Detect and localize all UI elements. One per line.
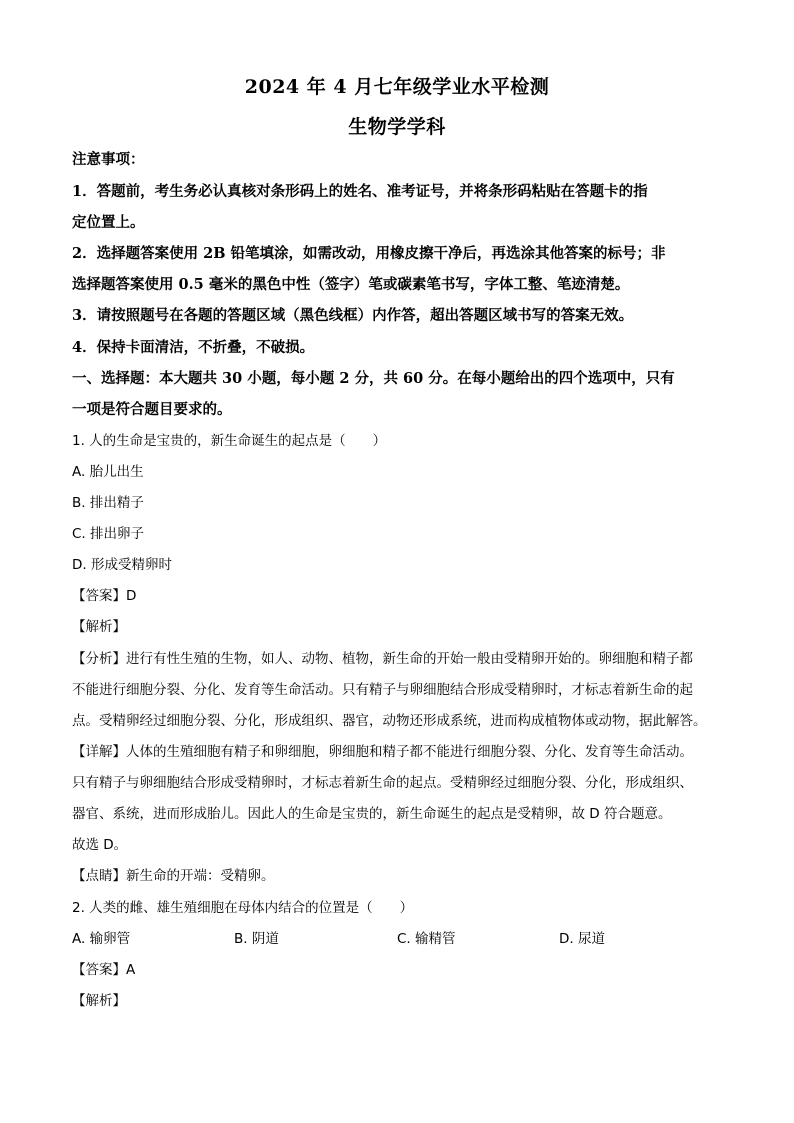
notice-line: 1．答题前，考生务必认真核对条形码上的姓名、准考证号，并将条形码粘贴在答题卡的指	[72, 183, 648, 200]
notice-line: 定位置上。	[72, 214, 145, 231]
question-1-dianjing: 【点睛】新生命的开端：受精卵。	[72, 868, 275, 884]
question-1-stem: 1. 人的生命是宝贵的，新生命诞生的起点是（ ）	[72, 433, 387, 449]
question-1-fenxi-line: 不能进行细胞分裂、分化、发育等生命活动。只有精子与卵细胞结合形成受精卵时，才标志着新生命的起	[72, 682, 693, 698]
question-1-xiangjie-line: 器官、系统，进而形成胎儿。因此人的生命是宝贵的，新生命诞生的起点是受精卵，故 D 符合题意。	[72, 806, 672, 822]
section-heading: 一项是符合题目要求的。	[72, 401, 232, 418]
question-1-xiangjie-line: 故选 D。	[72, 837, 128, 853]
question-2-option-b: B. 阴道	[234, 931, 279, 947]
question-2-answer: 【答案】A	[72, 962, 136, 978]
question-1-fenxi-line: 点。受精卵经过细胞分裂、分化，形成组织、器官，动物还形成系统，进而构成植物体或动物，据此解答。	[72, 713, 707, 729]
question-1-xiangjie-line: 【详解】人体的生殖细胞有精子和卵细胞，卵细胞和精子都不能进行细胞分裂、分化、发育等生命活动。	[72, 744, 693, 760]
question-1-option-a: A. 胎儿出生	[72, 464, 144, 480]
section-heading: 一、选择题：本大题共 30 小题，每小题 2 分，共 60 分。在每小题给出的四个选项中，只有	[72, 370, 675, 387]
question-1-option-d: D. 形成受精卵时	[72, 557, 172, 573]
page-subtitle: 生物学学科	[348, 116, 446, 138]
question-2-option-d: D. 尿道	[559, 931, 605, 947]
question-1-option-c: C. 排出卵子	[72, 526, 145, 542]
question-2-option-c: C. 输精管	[397, 931, 456, 947]
question-2-option-a: A. 输卵管	[72, 931, 131, 947]
notice-heading: 注意事项：	[72, 151, 145, 168]
notice-line: 2．选择题答案使用 2B 铅笔填涂，如需改动，用橡皮擦干净后，再选涂其他答案的标号；非	[72, 245, 666, 262]
question-2-stem: 2. 人类的雌、雄生殖细胞在母体内结合的位置是（ ）	[72, 900, 414, 916]
notice-line: 4．保持卡面清洁，不折叠，不破损。	[72, 339, 315, 356]
notice-line: 选择题答案使用 0.5 毫米的黑色中性（签字）笔或碳素笔书写，字体工整、笔迹清楚。	[72, 276, 630, 293]
question-1-answer: 【答案】D	[72, 588, 137, 604]
question-1-fenxi-line: 【分析】进行有性生殖的生物，如人、动物、植物，新生命的开始一般由受精卵开始的。卵细胞和精子都	[72, 651, 693, 667]
notice-line: 3．请按照题号在各题的答题区域（黑色线框）内作答，超出答题区域书写的答案无效。	[72, 307, 634, 324]
question-2-analysis-label: 【解析】	[72, 993, 126, 1009]
question-1-analysis-label: 【解析】	[72, 619, 126, 635]
page-title: 2024 年 4 月七年级学业水平检测	[244, 76, 550, 98]
question-1-xiangjie-line: 只有精子与卵细胞结合形成受精卵时，才标志着新生命的起点。受精卵经过细胞分裂、分化，形成组织、	[72, 775, 693, 791]
question-1-option-b: B. 排出精子	[72, 495, 144, 511]
